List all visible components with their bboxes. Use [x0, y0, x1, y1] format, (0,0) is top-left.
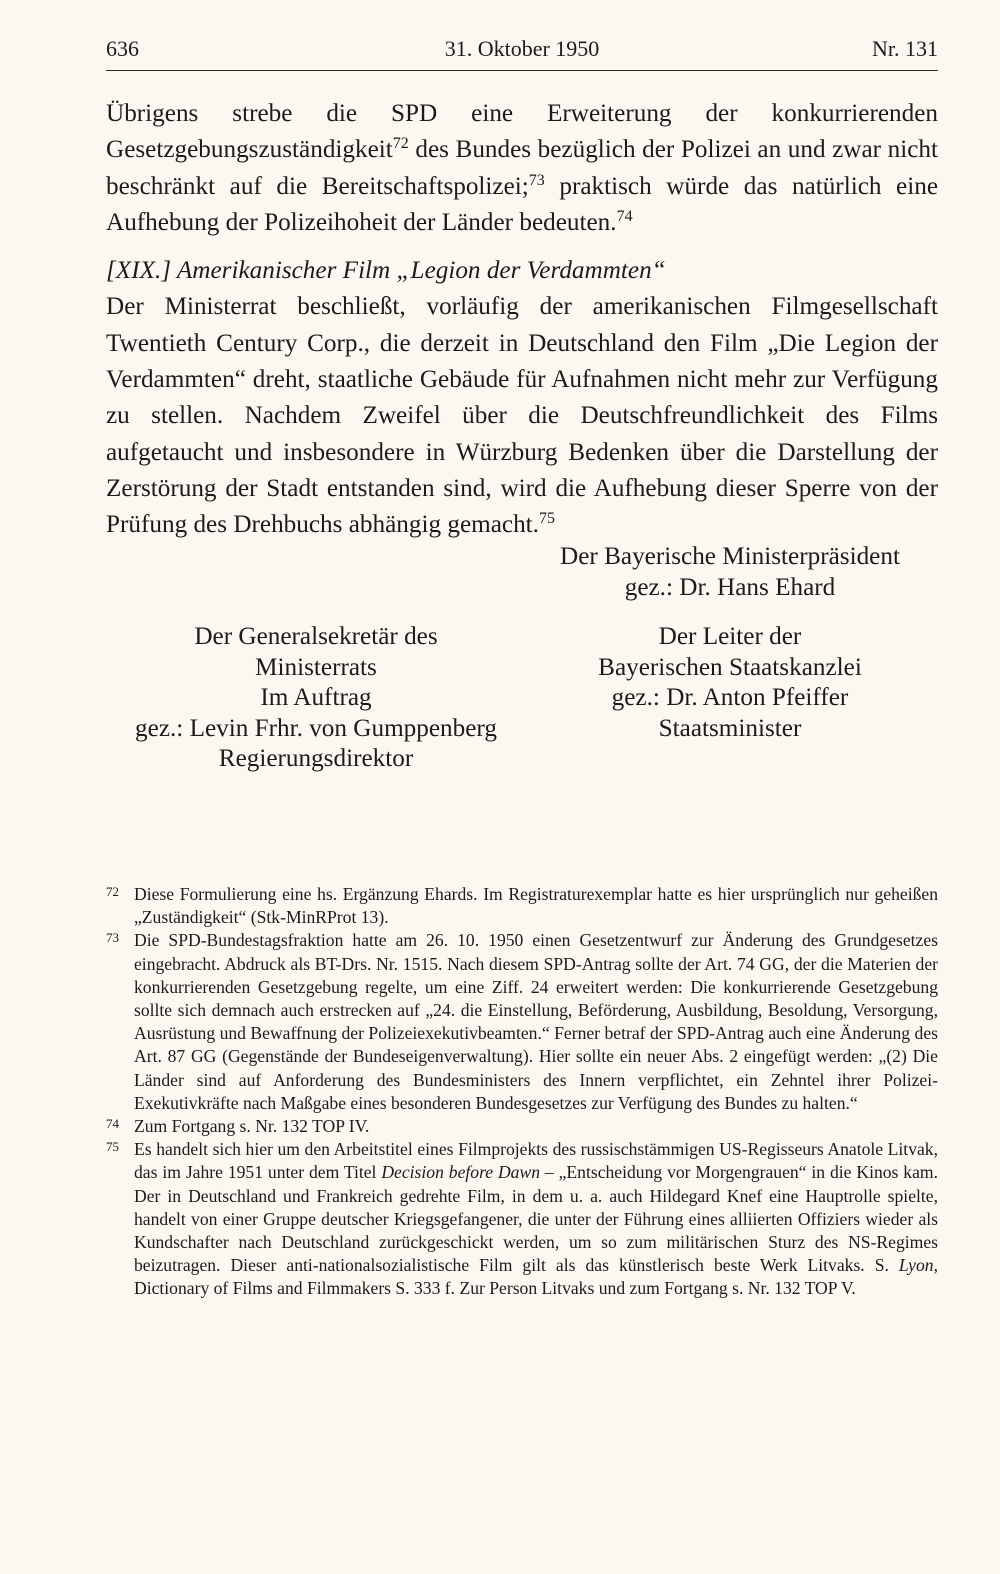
footnote-ref-74[interactable]: 74 — [616, 207, 633, 225]
signature-ministerpraesident — [540, 542, 920, 603]
footnote-text: Die SPD-Bundestagsfraktion hatte am 26. 10. 1950 einen Gesetzentwurf zur Änderung des Grundgesetzes eingebracht. Abdruck als BT-Drs. Nr. 1515. Nach diesem SPD-Antrag sollte der Art. 74 GG, der die Materien der konkurrierenden Gesetzgebung regelte, um eine Ziff. 24 erweitert werden: Die konkurrierende Gesetzgebung sollte sich demnach auch erstrecken auf „24. die Einstellung, Beförderung, Ausbildung, Besoldung, Versorgung, Ausrüstung und Bewaffnung der Polizeiexekutivbeamten.“ Ferner betraf der SPD-Antrag auch eine Änderung des Art. 87 GG (Gegenstände der Bundeseigenverwaltung). Hier sollte ein neuer Abs. 2 eingefügt werden: „(2) Die Länder sind auf Anforderung des Bundesministers des Innern verpflichtet, ein Zehntel ihrer Polizei-Exekutivkräfte nach Maßgabe eines besonderen Bundesgesetzes zur Verfügung des Bundes zu halten.“ — [134, 930, 938, 1113]
footnote-number: 72 — [106, 884, 119, 899]
heading-prefix: [XIX.] — [106, 257, 177, 285]
page-number: 636 — [106, 36, 139, 61]
paragraph-text: praktisch würde das natürlich eine Aufhebung der Polizeihoheit der Länder bedeuten. — [106, 172, 938, 236]
footnote-75 — [106, 1138, 938, 1300]
signature-line: Im Auftrag — [260, 684, 372, 711]
running-header — [106, 34, 938, 71]
signature-line: Der Generalsekretär des — [194, 623, 438, 650]
signature-line: gez.: Dr. Hans Ehard — [624, 573, 836, 601]
footnote-number: 74 — [106, 1116, 119, 1132]
footnote-text: Diese Formulierung eine hs. Ergänzung Ehards. Im Registraturexemplar hatte es hier ursprünglich nur geheißen „Zuständigkeit“ (Stk-MinRProt 13). — [134, 884, 938, 928]
footnote-ref-75[interactable]: 75 — [538, 510, 555, 528]
signature-line: gez.: Dr. Anton Pfeiffer — [611, 684, 849, 711]
paragraph-text: des Bundes bezüglich der Polizei an und zwar nicht beschränkt auf die Bereitschaftspolizei; — [106, 136, 938, 200]
signature-staatskanzlei — [560, 622, 900, 744]
footnote-72 — [106, 883, 938, 929]
footnote-ref-73[interactable]: 73 — [528, 171, 545, 189]
footnotes — [106, 883, 938, 1301]
footnote-73 — [106, 929, 938, 1115]
paragraph-text: Der Ministerrat beschließt, vorläufig der amerikanischen Filmgesellschaft Twentieth Century Corp., die derzeit in Deutschland den Film „Die Legion der Verdammten“ dreht, staatliche Gebäude für Aufnahmen nicht mehr zur Verfügung zu stellen. Nachdem Zweifel über die Deutschfreundlichkeit des Films aufgetaucht und insbesondere in Würzburg Bedenken über die Darstellung der Zerstörung der Stadt entstanden sind, wird die Aufhebung dieser Sperre von der Prüfung des Drehbuchs abhängig gemacht. — [106, 293, 938, 539]
signature-line: Staatsminister — [658, 714, 802, 742]
film-title: Decision before Dawn — [381, 1162, 541, 1183]
section-heading — [106, 253, 938, 289]
header-date: 31. Oktober 1950 — [444, 36, 600, 61]
signature-line: gez.: Levin Frhr. von Gumppenberg — [135, 714, 497, 742]
footnote-number: 75 — [106, 1139, 119, 1155]
heading-title: Amerikanischer Film „Legion der Verdammten“ — [176, 257, 666, 285]
footnote-text: Zum Fortgang s. Nr. 132 TOP IV. — [134, 1116, 370, 1137]
paragraph-text: Übrigens strebe die SPD eine Erweiterung der konkurrierenden Gesetzgebungszuständigkeit — [106, 100, 938, 164]
issue-number: Nr. 131 — [872, 36, 938, 61]
footnote-number: 73 — [106, 930, 119, 946]
paragraph-film — [106, 289, 938, 543]
author-name: Lyon — [898, 1255, 934, 1276]
signature-line: Ministerrats — [255, 653, 377, 681]
signature-line: Bayerischen Staatskanzlei — [598, 653, 862, 681]
footnote-text: – „Entscheidung vor Morgengrauen“ in die Kinos kam. Der in Deutschland und Frankreich gedrehte Film, in dem u. a. auch Hildegard Knef eine Hauptrolle spielte, handelt von einer Gruppe deutscher Kriegsgefangener, die unter der Führung eines alliierten Offiziers wieder als Kundschafter nach Deutschland zurückgeschickt werden, um so zum militärischen Sturz des NS-Regimes beizutragen. Dieser anti-nationalsozialistische Film gilt als das künstlerisch beste Werk Litvaks. S. — [134, 1162, 938, 1276]
signature-line: Der Leiter der — [658, 623, 802, 650]
signature-line: Regierungsdirektor — [218, 745, 414, 772]
signature-line: Der Bayerische Ministerpräsident — [560, 543, 900, 570]
footnote-text: , Dictionary of Films and Filmmakers S. 333 f. Zur Person Litvaks und zum Fortgang s. Nr. 132 TOP V. — [134, 1255, 938, 1299]
footnote-text: Es handelt sich hier um den Arbeitstitel eines Filmprojekts des russischstämmigen US-Regisseurs Anatole Litvak, das im Jahre 1951 unter dem Titel — [134, 1139, 938, 1183]
signature-generalsekretaer — [96, 622, 536, 775]
footnote-ref-72[interactable]: 72 — [392, 135, 409, 153]
paragraph-spd-polizei — [106, 96, 938, 241]
main-text — [106, 96, 938, 544]
footnote-74 — [106, 1115, 938, 1138]
